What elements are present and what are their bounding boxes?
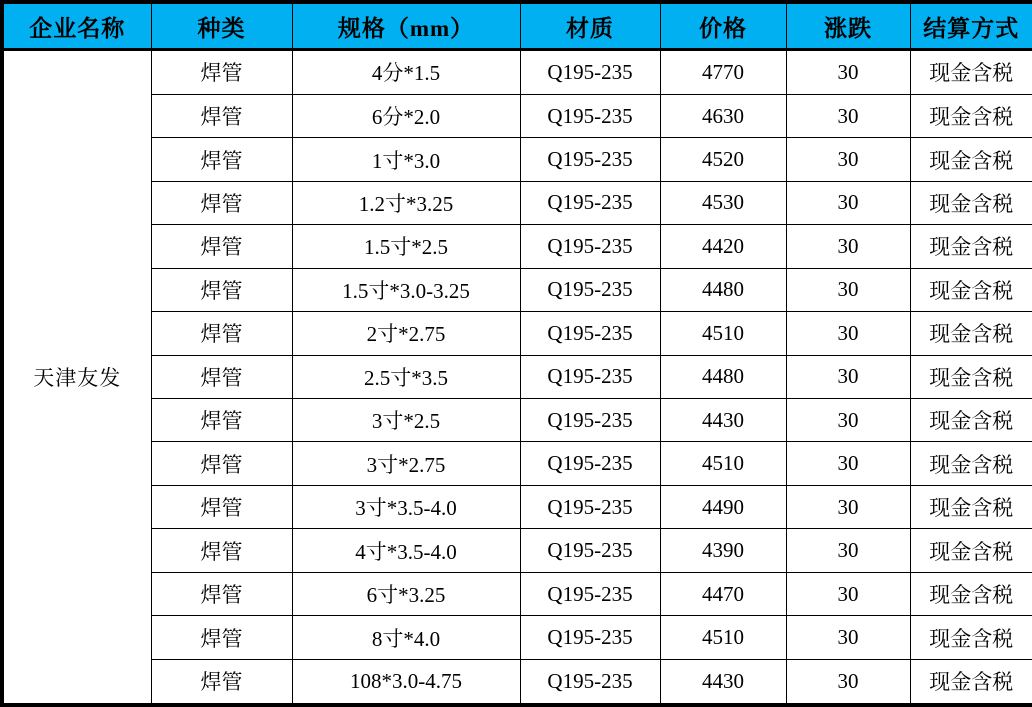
- cell-change: 30: [786, 94, 910, 137]
- table-row: [2, 529, 1032, 572]
- col-header-company: 企业名称: [2, 2, 151, 50]
- cell-spec: 108*3.0-4.75: [292, 659, 520, 705]
- table-row: [2, 616, 1032, 659]
- table-row: [2, 355, 1032, 398]
- cell-price: 4390: [660, 529, 786, 572]
- cell-change: 30: [786, 50, 910, 95]
- cell-price: 4510: [660, 616, 786, 659]
- cell-price: 4420: [660, 225, 786, 268]
- cell-price: 4430: [660, 659, 786, 705]
- cell-spec: 6分*2.0: [292, 94, 520, 137]
- table-row: [2, 312, 1032, 355]
- cell-spec: 4分*1.5: [292, 50, 520, 95]
- table-body: [2, 50, 1032, 706]
- cell-type: 焊管: [151, 616, 292, 659]
- table-header: [2, 2, 1032, 50]
- cell-company: 天津友发: [2, 50, 151, 706]
- cell-type: 焊管: [151, 268, 292, 311]
- cell-settlement: 现金含税: [910, 355, 1032, 398]
- cell-type: 焊管: [151, 659, 292, 705]
- cell-settlement: 现金含税: [910, 399, 1032, 442]
- cell-material: Q195-235: [520, 399, 660, 442]
- cell-settlement: 现金含税: [910, 225, 1032, 268]
- cell-change: 30: [786, 485, 910, 528]
- cell-material: Q195-235: [520, 225, 660, 268]
- cell-material: Q195-235: [520, 572, 660, 615]
- cell-spec: 6寸*3.25: [292, 572, 520, 615]
- col-header-spec: 规格（mm）: [292, 2, 520, 50]
- cell-change: 30: [786, 442, 910, 485]
- cell-price: 4530: [660, 181, 786, 224]
- cell-material: Q195-235: [520, 94, 660, 137]
- cell-spec: 8寸*4.0: [292, 616, 520, 659]
- cell-type: 焊管: [151, 50, 292, 95]
- col-header-settlement: 结算方式: [910, 2, 1032, 50]
- cell-change: 30: [786, 659, 910, 705]
- cell-change: 30: [786, 355, 910, 398]
- cell-material: Q195-235: [520, 181, 660, 224]
- cell-material: Q195-235: [520, 355, 660, 398]
- col-header-price: 价格: [660, 2, 786, 50]
- table-row: [2, 572, 1032, 615]
- cell-settlement: 现金含税: [910, 50, 1032, 95]
- cell-price: 4520: [660, 138, 786, 181]
- table-row: [2, 94, 1032, 137]
- cell-spec: 1.2寸*3.25: [292, 181, 520, 224]
- cell-spec: 4寸*3.5-4.0: [292, 529, 520, 572]
- cell-spec: 1.5寸*2.5: [292, 225, 520, 268]
- table-row: [2, 225, 1032, 268]
- cell-material: Q195-235: [520, 268, 660, 311]
- cell-spec: 3寸*3.5-4.0: [292, 485, 520, 528]
- cell-change: 30: [786, 225, 910, 268]
- table-row: [2, 268, 1032, 311]
- cell-type: 焊管: [151, 442, 292, 485]
- cell-change: 30: [786, 138, 910, 181]
- cell-type: 焊管: [151, 225, 292, 268]
- cell-material: Q195-235: [520, 138, 660, 181]
- cell-spec: 3寸*2.5: [292, 399, 520, 442]
- cell-change: 30: [786, 572, 910, 615]
- cell-settlement: 现金含税: [910, 268, 1032, 311]
- cell-price: 4490: [660, 485, 786, 528]
- cell-type: 焊管: [151, 485, 292, 528]
- cell-price: 4480: [660, 268, 786, 311]
- cell-spec: 2寸*2.75: [292, 312, 520, 355]
- cell-material: Q195-235: [520, 485, 660, 528]
- cell-type: 焊管: [151, 355, 292, 398]
- col-header-type: 种类: [151, 2, 292, 50]
- cell-settlement: 现金含税: [910, 572, 1032, 615]
- header-row: [2, 2, 1032, 50]
- cell-price: 4430: [660, 399, 786, 442]
- cell-spec: 3寸*2.75: [292, 442, 520, 485]
- table-row: [2, 399, 1032, 442]
- cell-type: 焊管: [151, 181, 292, 224]
- cell-settlement: 现金含税: [910, 138, 1032, 181]
- cell-change: 30: [786, 616, 910, 659]
- cell-material: Q195-235: [520, 529, 660, 572]
- cell-type: 焊管: [151, 529, 292, 572]
- cell-price: 4480: [660, 355, 786, 398]
- cell-type: 焊管: [151, 312, 292, 355]
- cell-settlement: 现金含税: [910, 312, 1032, 355]
- cell-change: 30: [786, 399, 910, 442]
- table-row: [2, 181, 1032, 224]
- cell-price: 4630: [660, 94, 786, 137]
- table-row: [2, 485, 1032, 528]
- cell-type: 焊管: [151, 572, 292, 615]
- cell-material: Q195-235: [520, 312, 660, 355]
- cell-change: 30: [786, 312, 910, 355]
- cell-settlement: 现金含税: [910, 94, 1032, 137]
- table-row: [2, 659, 1032, 705]
- cell-settlement: 现金含税: [910, 181, 1032, 224]
- cell-price: 4770: [660, 50, 786, 95]
- cell-change: 30: [786, 529, 910, 572]
- cell-price: 4510: [660, 442, 786, 485]
- table-row: [2, 138, 1032, 181]
- cell-material: Q195-235: [520, 442, 660, 485]
- cell-price: 4510: [660, 312, 786, 355]
- cell-settlement: 现金含税: [910, 616, 1032, 659]
- table-row: [2, 50, 1032, 95]
- cell-spec: 2.5寸*3.5: [292, 355, 520, 398]
- col-header-material: 材质: [520, 2, 660, 50]
- cell-settlement: 现金含税: [910, 442, 1032, 485]
- col-header-change: 涨跌: [786, 2, 910, 50]
- cell-settlement: 现金含税: [910, 485, 1032, 528]
- cell-settlement: 现金含税: [910, 659, 1032, 705]
- cell-change: 30: [786, 268, 910, 311]
- table-row: [2, 442, 1032, 485]
- cell-type: 焊管: [151, 138, 292, 181]
- cell-material: Q195-235: [520, 659, 660, 705]
- cell-spec: 1.5寸*3.0-3.25: [292, 268, 520, 311]
- cell-settlement: 现金含税: [910, 529, 1032, 572]
- cell-type: 焊管: [151, 399, 292, 442]
- cell-spec: 1寸*3.0: [292, 138, 520, 181]
- cell-change: 30: [786, 181, 910, 224]
- cell-material: Q195-235: [520, 50, 660, 95]
- cell-type: 焊管: [151, 94, 292, 137]
- cell-material: Q195-235: [520, 616, 660, 659]
- cell-price: 4470: [660, 572, 786, 615]
